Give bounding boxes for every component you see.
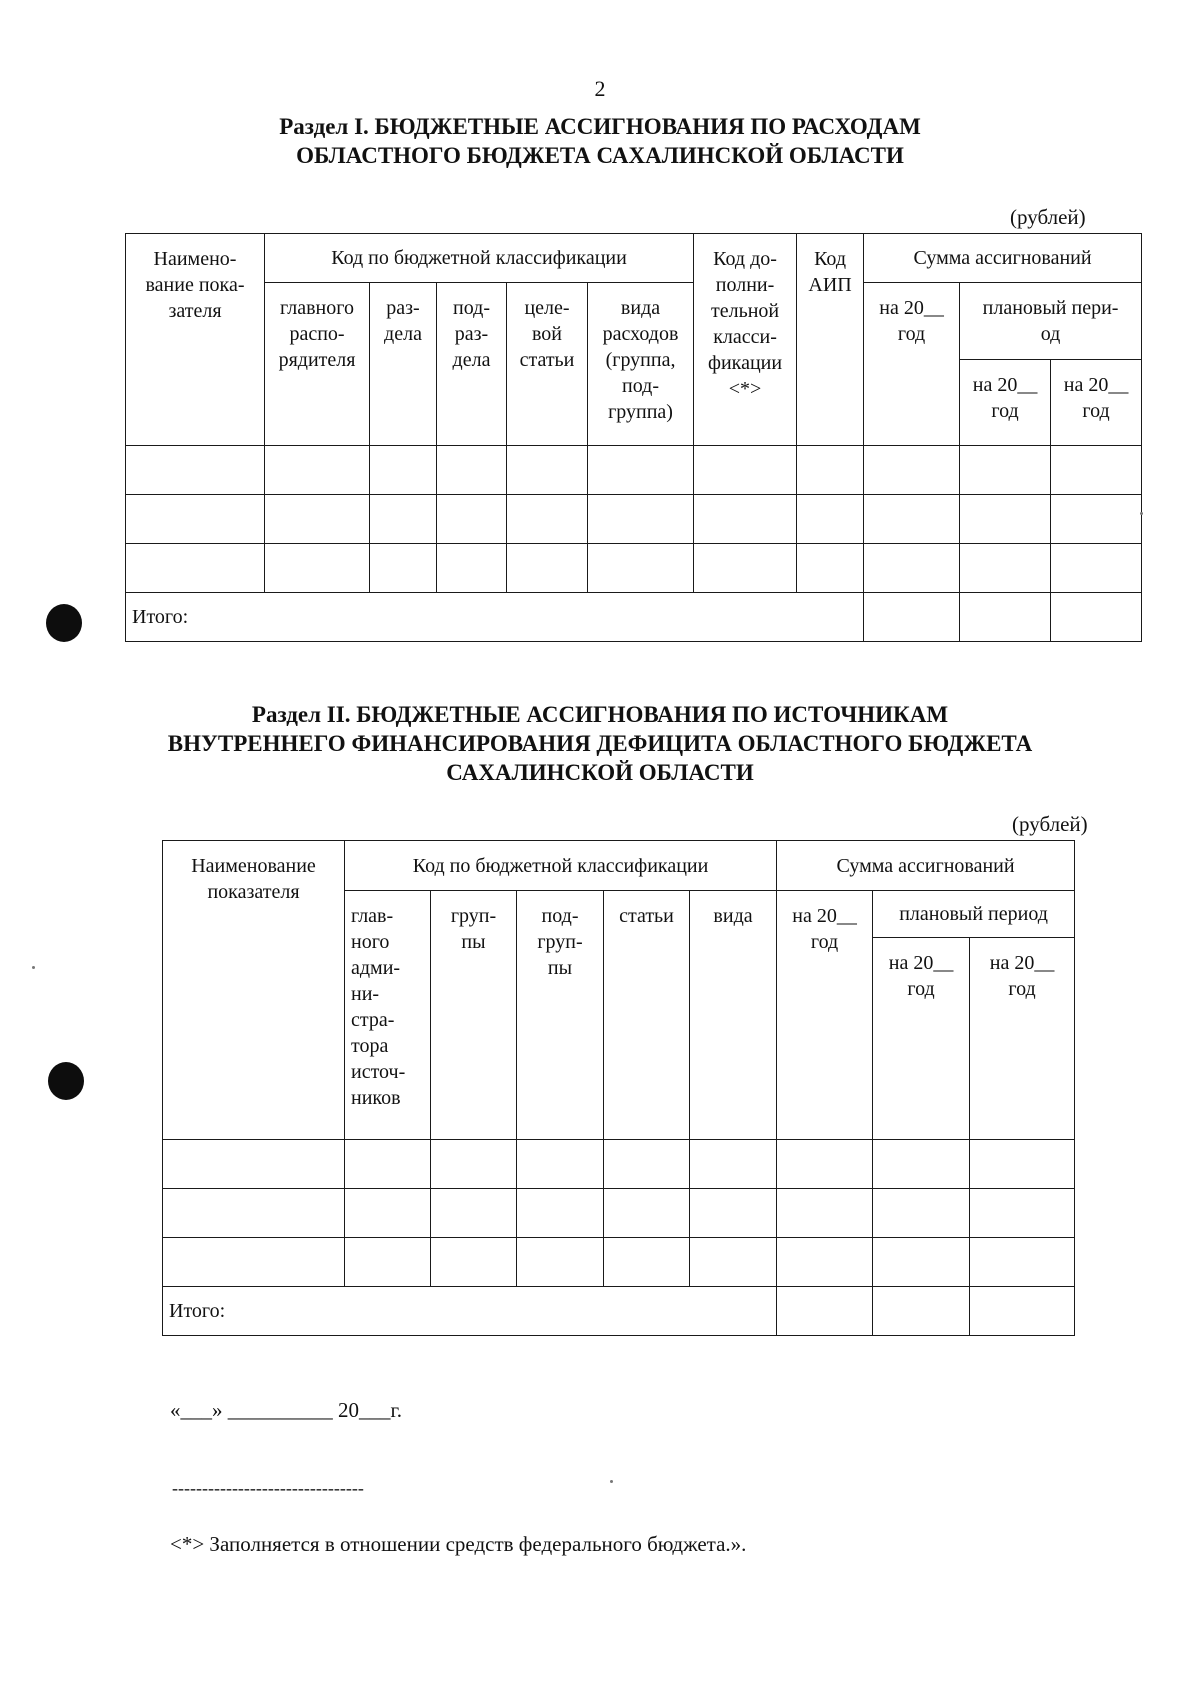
- header-planning-period: плановый пери- од: [960, 283, 1142, 360]
- table-row: [163, 1189, 1075, 1238]
- table-cell[interactable]: [694, 446, 797, 495]
- table-cell[interactable]: [345, 1140, 431, 1189]
- table-cell[interactable]: [970, 1189, 1075, 1238]
- section2-title: [0, 700, 1200, 787]
- total-cell[interactable]: [864, 593, 960, 642]
- punch-hole-mark: [48, 1062, 84, 1100]
- table-cell[interactable]: [163, 1238, 345, 1287]
- table-cell[interactable]: [517, 1140, 604, 1189]
- table-cell[interactable]: [517, 1189, 604, 1238]
- table-cell[interactable]: [797, 446, 864, 495]
- table-cell[interactable]: [873, 1189, 970, 1238]
- scan-speck: [32, 966, 35, 969]
- section1-unit: (рублей): [1010, 205, 1086, 229]
- table-cell[interactable]: [960, 495, 1051, 544]
- table-cell[interactable]: [694, 495, 797, 544]
- table-cell[interactable]: [777, 1189, 873, 1238]
- table-cell[interactable]: [690, 1189, 777, 1238]
- header-sum-group: Сумма ассигнований: [864, 234, 1142, 283]
- table-cell[interactable]: [437, 446, 507, 495]
- table-cell[interactable]: [873, 1238, 970, 1287]
- header-sum-group: Сумма ассигнований: [777, 841, 1075, 891]
- table-cell[interactable]: [588, 495, 694, 544]
- table-cell[interactable]: [604, 1140, 690, 1189]
- total-cell[interactable]: [960, 593, 1051, 642]
- table-cell[interactable]: [1051, 446, 1142, 495]
- total-cell[interactable]: [873, 1287, 970, 1336]
- header-group: груп- пы: [431, 891, 517, 1140]
- header-current-year: на 20__ год: [864, 283, 960, 446]
- table-cell[interactable]: [431, 1189, 517, 1238]
- header-main-admin: глав- ного адми- ни- стра- тора источ- ников: [345, 891, 431, 1140]
- table-cell[interactable]: [797, 495, 864, 544]
- table-cell[interactable]: [437, 495, 507, 544]
- header-aip-code: Код АИП: [797, 234, 864, 446]
- scan-speck: [1140, 512, 1143, 515]
- table-cell[interactable]: [690, 1238, 777, 1287]
- section2-title-line: САХАЛИНСКОЙ ОБЛАСТИ: [446, 760, 754, 785]
- table-cell[interactable]: [960, 446, 1051, 495]
- table-cell[interactable]: [126, 446, 265, 495]
- table-cell[interactable]: [126, 544, 265, 593]
- total-row: [163, 1287, 1075, 1336]
- table-cell[interactable]: [126, 495, 265, 544]
- section2-title-line: ВНУТРЕННЕГО ФИНАНСИРОВАНИЯ ДЕФИЦИТА ОБЛАСТНОГО БЮДЖЕТА: [167, 731, 1033, 756]
- header-subsection: под- раз- дела: [437, 283, 507, 446]
- table-cell[interactable]: [604, 1189, 690, 1238]
- table-cell[interactable]: [265, 544, 370, 593]
- table-row: [126, 446, 1142, 495]
- table-cell[interactable]: [960, 544, 1051, 593]
- section1-title-line: Раздел I. БЮДЖЕТНЫЕ АССИГНОВАНИЯ ПО РАСХОДАМ: [279, 114, 921, 139]
- section2-title-line: Раздел II. БЮДЖЕТНЫЕ АССИГНОВАНИЯ ПО ИСТОЧНИКАМ: [251, 702, 949, 727]
- signature-date: «___» __________ 20___г.: [170, 1398, 402, 1422]
- table-cell[interactable]: [690, 1140, 777, 1189]
- footnote-rule: --------------------------------: [172, 1478, 364, 1498]
- footnote-text: <*> Заполняется в отношении средств федерального бюджета.».: [170, 1532, 747, 1556]
- header-plan-year-2: на 20__ год: [1051, 360, 1142, 446]
- header-expense-type: вида расходов (группа, под- группа): [588, 283, 694, 446]
- table-cell[interactable]: [345, 1189, 431, 1238]
- table-cell[interactable]: [777, 1140, 873, 1189]
- header-article: статьи: [604, 891, 690, 1140]
- table-cell[interactable]: [604, 1238, 690, 1287]
- table-cell[interactable]: [873, 1140, 970, 1189]
- header-plan-year-2: на 20__ год: [970, 938, 1075, 1140]
- table-cell[interactable]: [370, 446, 437, 495]
- total-cell[interactable]: [970, 1287, 1075, 1336]
- table-cell[interactable]: [431, 1238, 517, 1287]
- header-type: вида: [690, 891, 777, 1140]
- table-cell[interactable]: [370, 544, 437, 593]
- table-cell[interactable]: [507, 495, 588, 544]
- header-current-year: на 20__ год: [777, 891, 873, 1140]
- scan-speck: [610, 1480, 613, 1483]
- table-cell[interactable]: [588, 544, 694, 593]
- table-cell[interactable]: [431, 1140, 517, 1189]
- section1-title: [0, 112, 1200, 170]
- total-cell[interactable]: [777, 1287, 873, 1336]
- header-subgroup: под- груп- пы: [517, 891, 604, 1140]
- table-row: [126, 495, 1142, 544]
- total-label: Итого:: [163, 1287, 777, 1336]
- table-cell[interactable]: [694, 544, 797, 593]
- table-row: [163, 1238, 1075, 1287]
- header-code-group: Код по бюджетной классификации: [265, 234, 694, 283]
- table-cell[interactable]: [864, 544, 960, 593]
- header-target-article: целе- вой статьи: [507, 283, 588, 446]
- table-cell[interactable]: [163, 1140, 345, 1189]
- table-cell[interactable]: [507, 544, 588, 593]
- table-cell[interactable]: [507, 446, 588, 495]
- table-cell[interactable]: [265, 495, 370, 544]
- table-cell[interactable]: [970, 1140, 1075, 1189]
- table-cell[interactable]: [970, 1238, 1075, 1287]
- header-code-group: Код по бюджетной классификации: [345, 841, 777, 891]
- total-row: [126, 593, 1142, 642]
- section2-table: [162, 840, 1075, 1336]
- section1-title-line: ОБЛАСТНОГО БЮДЖЕТА САХАЛИНСКОЙ ОБЛАСТИ: [296, 143, 904, 168]
- section2-unit: (рублей): [1012, 812, 1088, 836]
- header-planning-period: плановый период: [873, 891, 1075, 938]
- table-cell[interactable]: [864, 446, 960, 495]
- table-row: [126, 544, 1142, 593]
- page-number: 2: [594, 76, 606, 101]
- table-cell[interactable]: [588, 446, 694, 495]
- table-cell[interactable]: [777, 1238, 873, 1287]
- table-cell[interactable]: [345, 1238, 431, 1287]
- table-row: [163, 1140, 1075, 1189]
- header-name: Наимено- вание пока- зателя: [126, 234, 265, 446]
- table-cell[interactable]: [864, 495, 960, 544]
- table-cell[interactable]: [1051, 544, 1142, 593]
- total-cell[interactable]: [1051, 593, 1142, 642]
- header-section: раз- дела: [370, 283, 437, 446]
- header-plan-year-1: на 20__ год: [873, 938, 970, 1140]
- total-label: Итого:: [126, 593, 864, 642]
- header-main-admin: главного распо- рядителя: [265, 283, 370, 446]
- table-cell[interactable]: [517, 1238, 604, 1287]
- table-cell[interactable]: [437, 544, 507, 593]
- table-cell[interactable]: [1051, 495, 1142, 544]
- table-cell[interactable]: [370, 495, 437, 544]
- table-cell[interactable]: [163, 1189, 345, 1238]
- header-additional-code: Код до- полни- тельной класси- фикации <*>: [694, 234, 797, 446]
- table-cell[interactable]: [265, 446, 370, 495]
- section1-table: [125, 233, 1142, 642]
- punch-hole-mark: [46, 604, 82, 642]
- header-name: Наименование показателя: [163, 841, 345, 1140]
- table-cell[interactable]: [797, 544, 864, 593]
- header-plan-year-1: на 20__ год: [960, 360, 1051, 446]
